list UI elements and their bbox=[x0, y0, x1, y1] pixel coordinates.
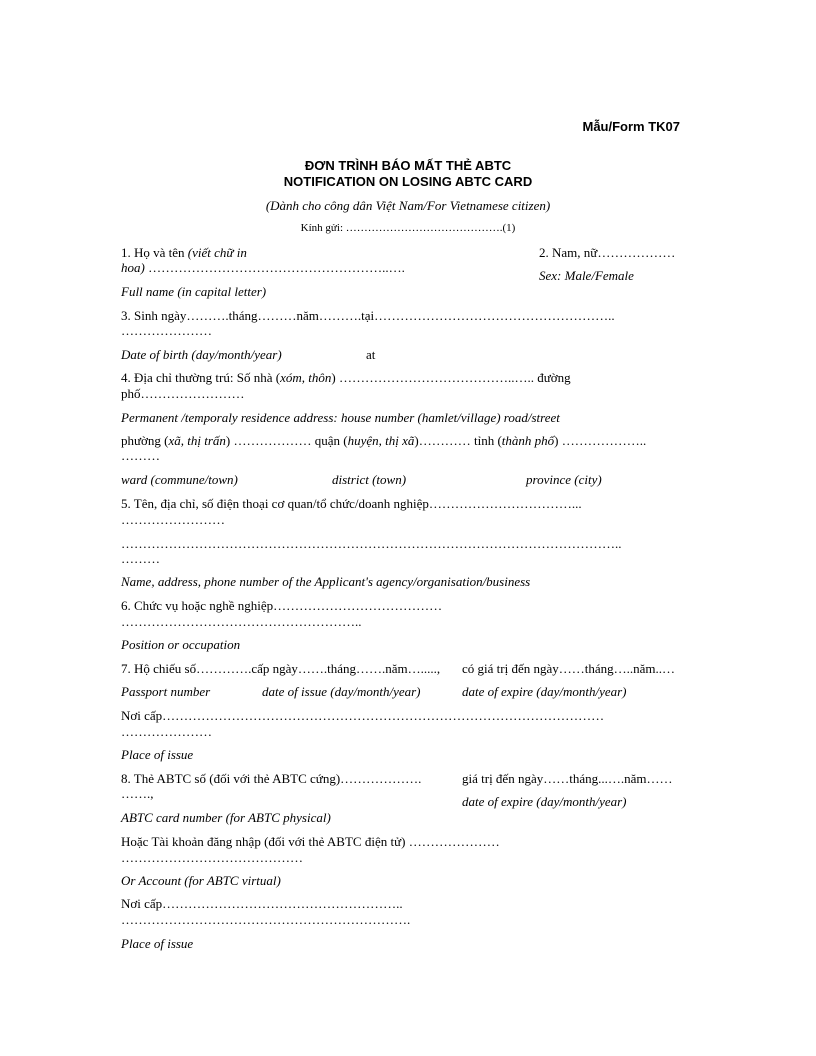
field-4-line: phố…………………… bbox=[121, 386, 245, 401]
field-8-account-line: …………………………………… bbox=[121, 850, 303, 865]
field-8-place-label: Nơi cấp……………………………………………….. bbox=[121, 896, 403, 911]
field-5-label: 5. Tên, địa chỉ, số điện thoại cơ quan/tổ chức/doanh nghiệp……………………………... bbox=[121, 496, 582, 511]
field-4-english: Permanent /temporaly residence address: house number (hamlet/village) road/street bbox=[121, 410, 560, 425]
field-7-label: 7. Hộ chiếu số………….cấp ngày…….tháng…….năm…....., bbox=[121, 661, 441, 676]
field-5-line-1: …………………… bbox=[121, 512, 225, 527]
field-3-line: ………………… bbox=[121, 323, 212, 338]
field-1-line: hoa) ………………………………………………..…. bbox=[121, 260, 405, 275]
field-8-place-english: Place of issue bbox=[121, 936, 194, 951]
field-8-line: ……., bbox=[121, 786, 154, 801]
field-8-place-line: …………………………………………………………. bbox=[121, 912, 411, 927]
subtitle: (Dành cho công dân Việt Nam/For Vietnamese citizen) bbox=[265, 198, 551, 213]
field-3-english: Date of birth (day/month/year) bbox=[121, 347, 282, 362]
field-4-ward-english: ward (commune/town) bbox=[121, 472, 238, 487]
field-8-english-expiry: date of expire (day/month/year) bbox=[462, 794, 627, 809]
field-8-account-english: Or Account (for ABTC virtual) bbox=[121, 873, 281, 888]
field-8-expiry-label: giá trị đến ngày……tháng...….năm…… bbox=[462, 771, 673, 786]
form-code: Mẫu/Form TK07 bbox=[582, 119, 680, 134]
field-7-english-issue-date: date of issue (day/month/year) bbox=[262, 684, 421, 699]
field-5-english: Name, address, phone number of the Applicant's agency/organisation/business bbox=[121, 574, 531, 589]
field-4-ward-line: phường (xã, thị trấn) ……………… quận (huyện, thị xã)………… tỉnh (thành phố) ……………….. bbox=[121, 433, 647, 448]
field-3-english-at: at bbox=[366, 347, 376, 362]
field-7-expiry-label: có giá trị đến ngày……tháng…..năm..… bbox=[462, 661, 676, 676]
field-8-account-label: Hoặc Tài khoản đăng nhập (đối với thẻ ABTC điện tử) ………………… bbox=[121, 834, 500, 849]
field-6-english: Position or occupation bbox=[121, 637, 241, 652]
field-5-line-2: …………………………………………………………………………………………………….. bbox=[121, 536, 622, 551]
field-2-label: 2. Nam, nữ……………… bbox=[539, 245, 676, 260]
field-8-label: 8. Thẻ ABTC số (đối với thẻ ABTC cứng)………………. bbox=[121, 771, 422, 786]
field-7-english-passport: Passport number bbox=[121, 684, 211, 699]
field-7-place-english: Place of issue bbox=[121, 747, 194, 762]
field-8-english-card: ABTC card number (for ABTC physical) bbox=[121, 810, 331, 825]
field-3-label: 3. Sinh ngày……….tháng………năm……….tại……………………………………………….. bbox=[121, 308, 615, 323]
field-2-english: Sex: Male/Female bbox=[539, 268, 634, 283]
field-4-ward-dots: ……… bbox=[121, 448, 160, 463]
field-7-place-line: ………………… bbox=[121, 724, 212, 739]
field-4-label: 4. Địa chỉ thường trú: Số nhà (xóm, thôn) …………………………………..….. đường bbox=[121, 370, 571, 385]
field-4-district-english: district (town) bbox=[332, 472, 407, 487]
field-5-line-3: ……… bbox=[121, 551, 160, 566]
title-english: NOTIFICATION ON LOSING ABTC CARD bbox=[283, 174, 533, 189]
field-7-place-label: Nơi cấp………………………………………………………………………………………… bbox=[121, 708, 605, 723]
addressee-line: Kính gửi: …………………………………….(1) bbox=[300, 222, 516, 234]
field-6-line: ……………………………………………….. bbox=[121, 614, 362, 629]
field-6-label: 6. Chức vụ hoặc nghề nghiệp………………………………… bbox=[121, 598, 443, 613]
field-7-english-expiry-date: date of expire (day/month/year) bbox=[462, 684, 627, 699]
field-4-province-english: province (city) bbox=[526, 472, 602, 487]
title-vietnamese: ĐƠN TRÌNH BÁO MẤT THẺ ABTC bbox=[304, 158, 512, 173]
field-1-english: Full name (in capital letter) bbox=[121, 284, 267, 299]
field-1-label: 1. Họ và tên (viết chữ in bbox=[121, 245, 247, 260]
